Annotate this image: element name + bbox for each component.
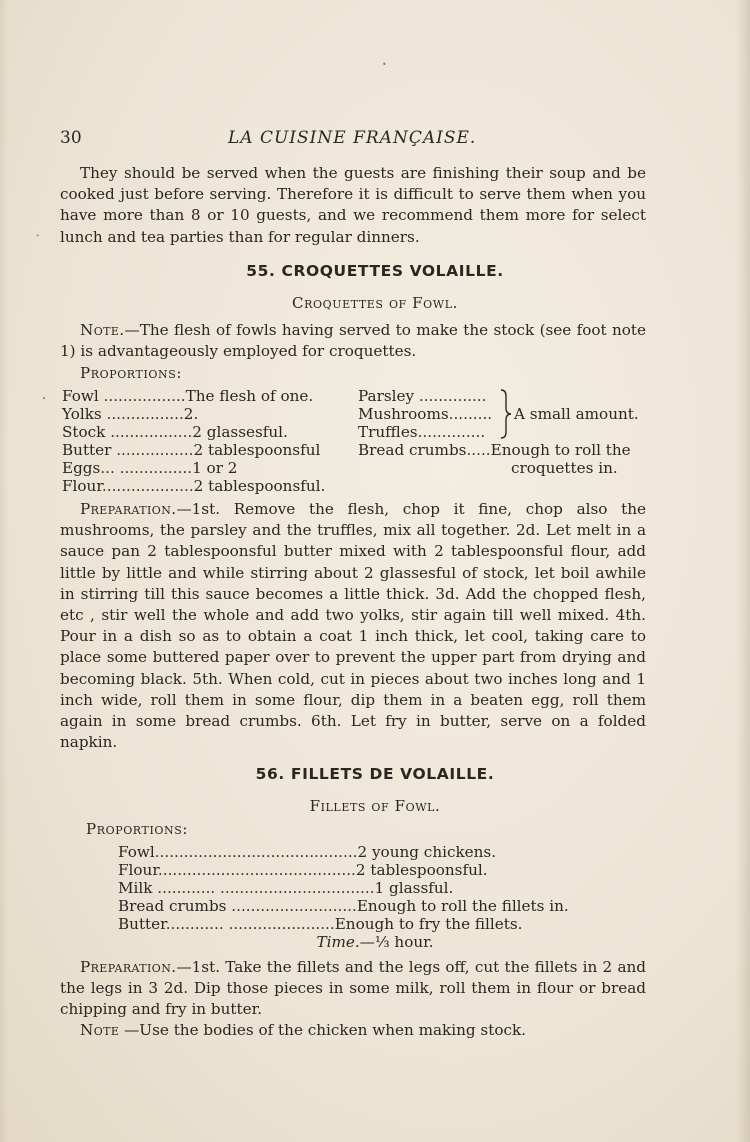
note-text: —Use the bodies of the chicken when making stock. [119,1021,527,1039]
proportions-label-56: Proportions: [86,820,189,838]
leader-dots: ......... [448,405,493,423]
ingredient-row [62,423,288,441]
ingredient-row [118,915,522,933]
ingredient-row [62,477,325,495]
ingredient-row [358,405,492,423]
ingredient-name: Flour [118,861,158,879]
ingredient-row [62,405,198,423]
ingredient-row [118,843,496,861]
leader-dots: ................. [105,423,193,441]
ingredient-quantity: Enough to roll the fillets in. [356,897,569,915]
preparation-paragraph-56 [60,957,646,1021]
ingredient-name: Butter [62,441,112,459]
running-title: LA CUISINE FRANÇAISE. [228,128,477,148]
ingredient-name: Butter [118,915,166,933]
leader-dots: ............ ................................ [152,879,375,897]
leader-dots: .......................................... [154,843,358,861]
ingredient-row [118,879,453,897]
preparation-text: —1st. Take the fillets and the legs off, cut the fillets in 2 and the legs in 3 2d. Dip those pieces in some milk, roll them in flour or bread chipping and fry in butter. [60,958,646,1019]
ingredient-row [358,423,485,441]
leader-dots: ... ............... [100,459,193,477]
section-heading-55: 55. CROQUETTES VOLAILLE. [246,262,504,280]
note-text: —The flesh of fowls having served to make the stock (see foot note 1) is advantageously employed for croquettes. [60,321,646,361]
ingredient-quantity: 2 tablespoonsful [193,441,321,459]
ingredient-quantity: 2. [183,405,199,423]
ingredient-row [62,387,313,405]
ingredient-name: Parsley [358,387,415,405]
paper-speck: • [36,233,40,240]
leader-dots: .............. [414,387,487,405]
ingredient-name: Bread crumbs [358,441,467,459]
ingredient-quantity: 1 or 2 [192,459,238,477]
leader-dots: ................... [101,477,194,495]
page-number: 30 [60,128,82,148]
leader-dots: ................. [98,387,186,405]
ingredient-quantity: 1 glassful. [374,879,454,897]
note-paragraph-55 [60,320,646,362]
leader-dots: ............ ...................... [165,915,335,933]
preparation-label: Preparation. [80,500,177,518]
ingredient-quantity: 2 young chickens. [357,843,497,861]
right-curly-brace [499,388,513,440]
ingredient-row [62,441,320,459]
time-label: Time. [316,933,360,951]
section-subheading-55: Croquettes of Fowl. [292,294,458,312]
leader-dots: ................ [101,405,184,423]
ingredient-name: Fowl [62,387,99,405]
ingredient-name: Eggs [62,459,101,477]
ingredient-row [118,897,569,915]
ingredient-quantity: 2 glassesful. [192,423,288,441]
page-header [60,128,650,152]
ingredient-name: Yolks [62,405,102,423]
note-paragraph-56 [60,1020,646,1041]
ingredient-row [118,861,488,879]
ingredient-quantity: Enough to fry the fillets. [334,915,523,933]
ingredient-name: Mushrooms [358,405,449,423]
proportions-label-55: Proportions: [80,364,183,382]
intro-paragraph: They should be served when the guests are finishing their soup and be cooked just before serving. Therefore it is difficult to serve them when you have more than 8 or 10 guests, and we recommend them more for select lunch and tea parties than for regular dinners. [60,164,646,246]
ingredient-name: Stock [62,423,106,441]
note-label: Note [80,1021,120,1039]
paper-speck: • [382,60,387,69]
ingredient-row [62,459,237,477]
preparation-text: —1st. Remove the flesh, chop it fine, chop also the mushrooms, the parsley and the truffles, mix all together. 2d. Let melt in a sauce pan 2 tablespoonsful butter mixed with 2 tablespoonsful flour, add little by little and while stirring about 2 glassesful of stock, let boil awhile in stirring till this sauce becomes a little thick. 3d. Add the chopped flesh, etc , stir well the whole and add two yolks, stir again till well mixed. 4th. Pour in a dish so as to obtain a coat 1 inch thick, let cool, taking care to place some buttered paper over to prevent the upper part from drying and becoming black. 5th. When cold, cut in pieces about two inches long and 1 inch wide, roll them in some flour, dip them in a beaten egg, roll them again in some bread crumbs. 6th. Let fry in butter, serve on a folded napkin. [60,500,646,752]
preparation-label: Preparation. [80,958,177,976]
ingredient-name: Fowl [118,843,155,861]
leader-dots: .......................... [226,897,357,915]
group-quantity: A small amount. [514,405,639,423]
page-edge-shadow-left [0,0,8,1142]
preparation-paragraph-55 [60,499,646,753]
ingredient-row [358,387,487,405]
paper-speck: • [42,395,47,403]
ingredient-quantity: The flesh of one. [185,387,314,405]
ingredient-quantity: 2 tablespoonsful. [355,861,488,879]
leader-dots: ......................................... [157,861,356,879]
ingredient-quantity: 2 tablespoonsful. [193,477,326,495]
leader-dots: ..... [466,441,491,459]
ingredient-name: Bread crumbs [118,897,227,915]
ingredient-quantity-continued: croquettes in. [511,459,618,477]
page-edge-shadow-right [736,0,750,1142]
ingredient-name: Flour [62,477,102,495]
section-heading-56: 56. FILLETS DE VOLAILLE. [255,765,495,783]
ingredient-name: Milk [118,879,153,897]
time-value: —⅓ hour. [359,933,434,951]
ingredient-name: Truffles [358,423,418,441]
leader-dots: .............. [417,423,486,441]
ingredient-row [358,441,631,459]
leader-dots: ................ [111,441,194,459]
cooking-time [0,933,750,951]
note-label: Note. [80,321,125,339]
ingredient-quantity: Enough to roll the [490,441,631,459]
section-subheading-56: Fillets of Fowl. [309,797,441,815]
